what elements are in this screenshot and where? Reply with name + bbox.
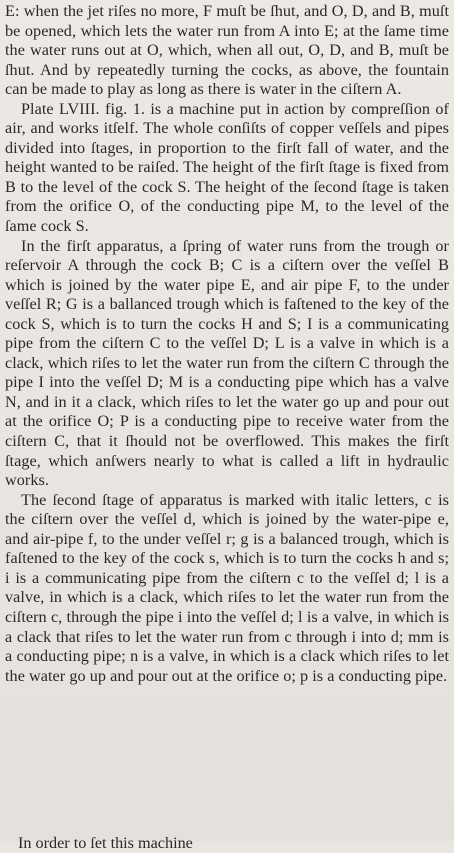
paragraph-2: Plate LVIII. fig. 1. is a machine put in action by compreſſion of air, and works itſelf. The whole conſiſts of copper veſſels and pipes divided into ſtages, in proportion to the firſt fall of water, and the height wanted to be raiſed. The height of the firſt ſtage is fixed from B to the level of the cock S. The height of the ſecond ſtage is taken from the orifice O, of the conducting pipe M, to the level of the ſame cock S.	[5, 99, 449, 236]
cutoff-text-line: In order to ſet this machine	[18, 834, 193, 852]
paragraph-3: In the firſt apparatus, a ſpring of water runs from the trough or reſervoir A through the cock B; C is a ciſtern over the veſſel B which is joined by the water pipe E, and air pipe F, to the under veſſel R; G is a ballanced trough which is faſtened to the key of the cock S, which is to turn the cocks H and S; I is a communicating pipe from the ciſtern C to the veſſel D; L is a valve in which is a clack, which riſes to let the water run from the ciſtern C through the pipe I into the veſſel D; M is a conducting pipe which has a valve N, and in it a clack, which riſes to let the water go up and pour out at the orifice O; P is a conducting pipe to receive water from the ciſtern C, that it ſhould not be overflowed. This makes the firſt ſtage, which anſwers nearly to what is called a lift in hydraulic works.	[5, 236, 449, 490]
paragraph-4: The ſecond ſtage of apparatus is marked with italic letters, c is the ciſtern over the veſſel d, which is joined by the water-pipe e, and air-pipe f, to the under veſſel r; g is a balanced trough, which is faſtened to the key of the cock s, which is to turn the cocks h and s; i is a communicating pipe from the ciſtern c to the veſſel d; l is a valve, in which is a clack, which riſes to let the water run from the ciſtern c, through the pipe i into the veſſel d; l is a valve, in which is a clack that riſes to let the water run from c through i into d; mm is a conducting pipe; n is a valve, in which is a clack which riſes to let the water go up and pour out at the orifice o; p is a conducting pipe.	[5, 490, 449, 685]
paragraph-1: E: when the jet riſes no more, F muſt be ſhut, and O, D, and B, muſt be opened, which lets the water run from A into E; at the ſame time the water runs out at O, which, when all out, O, D, and B, muſt be ſhut. And by repeatedly turning the cocks, as above, the fountain can be made to play as long as there is water in the ciſtern A.	[5, 2, 449, 99]
document-body	[5, 2, 449, 686]
